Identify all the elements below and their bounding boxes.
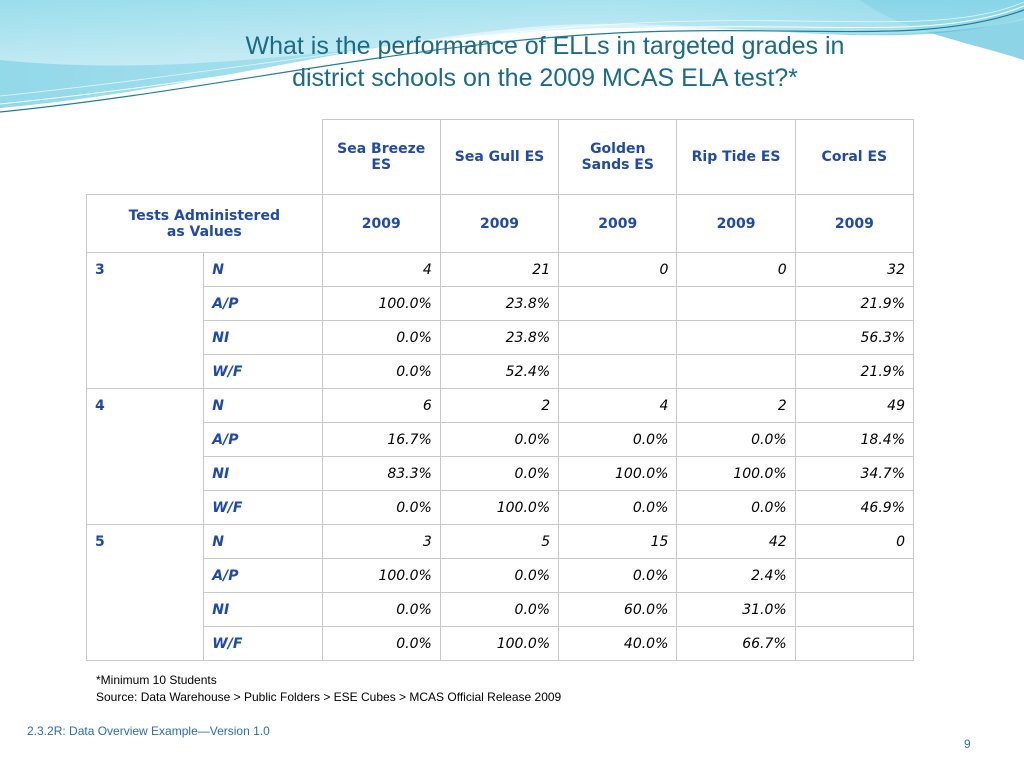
table-row <box>87 423 914 457</box>
school-header-cell <box>559 120 677 195</box>
value-cell: 0.0% <box>322 491 440 525</box>
value-cell: 0.0% <box>677 491 795 525</box>
value-cell <box>677 321 795 355</box>
value-cell: 2.4% <box>677 559 795 593</box>
value-cell: 100.0% <box>559 457 677 491</box>
school-header-cell <box>440 120 558 195</box>
table-row <box>87 525 914 559</box>
value-cell: 23.8% <box>440 287 558 321</box>
value-cell: 100.0% <box>322 287 440 321</box>
school-header-row <box>87 120 914 195</box>
value-cell: 100.0% <box>440 627 558 661</box>
value-cell: 6 <box>322 389 440 423</box>
school-header-cell <box>322 120 440 195</box>
value-cell: 15 <box>559 525 677 559</box>
school-header-cell <box>677 120 795 195</box>
value-cell: 4 <box>322 253 440 287</box>
value-cell: 2 <box>677 389 795 423</box>
value-cell: 0.0% <box>677 423 795 457</box>
value-cell: 21.9% <box>795 355 913 389</box>
footnote-minimum: *Minimum 10 Students <box>96 673 217 687</box>
school-name-line-2: Sands ES <box>581 157 654 173</box>
metric-label: N <box>204 389 322 423</box>
value-cell: 40.0% <box>559 627 677 661</box>
school-name-line-2: ES <box>371 157 392 173</box>
value-cell: 0.0% <box>440 593 558 627</box>
value-cell: 56.3% <box>795 321 913 355</box>
value-cell: 5 <box>440 525 558 559</box>
value-cell: 52.4% <box>440 355 558 389</box>
table-row <box>87 627 914 661</box>
value-cell <box>677 287 795 321</box>
table-row <box>87 253 914 287</box>
table-row <box>87 593 914 627</box>
value-cell: 60.0% <box>559 593 677 627</box>
title-line-2: district schools on the 2009 MCAS ELA test?* <box>292 64 798 92</box>
table-row <box>87 389 914 423</box>
value-cell <box>559 355 677 389</box>
metric-label: A/P <box>204 559 322 593</box>
metric-label: NI <box>204 593 322 627</box>
year-header-cell: 2009 <box>677 195 795 253</box>
value-cell: 0.0% <box>322 355 440 389</box>
title-line-1: What is the performance of ELLs in targeted grades in <box>245 32 845 60</box>
table-row <box>87 559 914 593</box>
table-row <box>87 287 914 321</box>
value-cell: 66.7% <box>677 627 795 661</box>
table-row <box>87 355 914 389</box>
corner-cell <box>87 120 323 195</box>
value-cell: 16.7% <box>322 423 440 457</box>
value-cell: 0.0% <box>322 593 440 627</box>
school-name-line-1: Sea Gull ES <box>454 149 545 165</box>
year-header-cell: 2009 <box>440 195 558 253</box>
value-cell: 4 <box>559 389 677 423</box>
value-cell: 0 <box>559 253 677 287</box>
footer-version: 2.3.2R: Data Overview Example—Version 1.0 <box>27 724 270 738</box>
value-cell: 46.9% <box>795 491 913 525</box>
year-header-cell: 2009 <box>559 195 677 253</box>
metric-label: W/F <box>204 355 322 389</box>
metric-label: A/P <box>204 287 322 321</box>
value-cell: 100.0% <box>677 457 795 491</box>
value-cell: 32 <box>795 253 913 287</box>
metric-label: N <box>204 525 322 559</box>
value-cell: 3 <box>322 525 440 559</box>
school-name-line-1: Rip Tide ES <box>691 149 781 165</box>
value-cell: 21 <box>440 253 558 287</box>
school-name-line-1: Coral ES <box>821 149 888 165</box>
value-cell: 0 <box>677 253 795 287</box>
value-cell: 0.0% <box>559 423 677 457</box>
value-cell <box>795 559 913 593</box>
metric-label: NI <box>204 457 322 491</box>
value-cell: 0.0% <box>440 423 558 457</box>
page-title <box>150 30 940 94</box>
value-cell: 0.0% <box>440 559 558 593</box>
metric-label: W/F <box>204 491 322 525</box>
value-cell: 0.0% <box>322 627 440 661</box>
value-cell: 0.0% <box>559 491 677 525</box>
tests-administered-label <box>87 195 323 253</box>
value-cell <box>677 355 795 389</box>
tests-label-line-1: Tests Administered <box>128 207 280 224</box>
tests-label-line-2: as Values <box>166 223 242 240</box>
value-cell: 100.0% <box>440 491 558 525</box>
value-cell: 31.0% <box>677 593 795 627</box>
metric-label: NI <box>204 321 322 355</box>
value-cell: 23.8% <box>440 321 558 355</box>
table-row <box>87 321 914 355</box>
value-cell: 83.3% <box>322 457 440 491</box>
footnote-source: Source: Data Warehouse > Public Folders > ESE Cubes > MCAS Official Release 2009 <box>96 690 562 704</box>
value-cell: 0 <box>795 525 913 559</box>
value-cell: 18.4% <box>795 423 913 457</box>
value-cell: 0.0% <box>440 457 558 491</box>
footnote <box>96 672 561 706</box>
value-cell: 2 <box>440 389 558 423</box>
grade-label: 3 <box>87 253 204 389</box>
value-cell: 0.0% <box>559 559 677 593</box>
year-header-cell: 2009 <box>322 195 440 253</box>
page-number: 9 <box>964 737 971 751</box>
table-row <box>87 491 914 525</box>
metric-label: W/F <box>204 627 322 661</box>
grade-label: 5 <box>87 525 204 661</box>
value-cell: 0.0% <box>322 321 440 355</box>
year-header-cell: 2009 <box>795 195 913 253</box>
value-cell: 21.9% <box>795 287 913 321</box>
metric-label: A/P <box>204 423 322 457</box>
school-name-line-1: Golden <box>590 141 646 157</box>
value-cell <box>795 593 913 627</box>
year-header-row <box>87 195 914 253</box>
school-header-cell <box>795 120 913 195</box>
grade-label: 4 <box>87 389 204 525</box>
value-cell: 42 <box>677 525 795 559</box>
table-row <box>87 457 914 491</box>
value-cell <box>559 321 677 355</box>
performance-table <box>86 119 914 661</box>
metric-label: N <box>204 253 322 287</box>
value-cell: 49 <box>795 389 913 423</box>
value-cell: 100.0% <box>322 559 440 593</box>
value-cell <box>795 627 913 661</box>
value-cell: 34.7% <box>795 457 913 491</box>
school-name-line-1: Sea Breeze <box>337 141 426 157</box>
value-cell <box>559 287 677 321</box>
